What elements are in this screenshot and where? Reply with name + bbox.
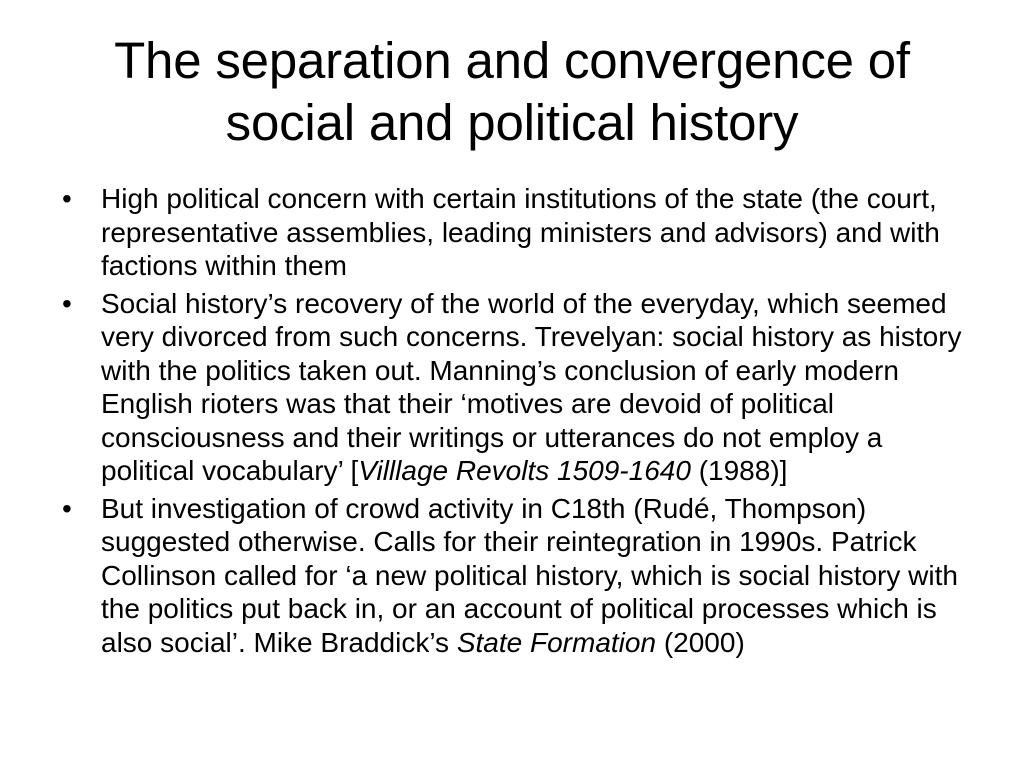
bullet-text-end: (1988)] — [690, 455, 788, 486]
slide-title — [40, 30, 984, 154]
bullet-text: But investigation of crowd activity in C18th (Rudé, Thompson) suggested otherwise. Calls for their reintegration in 1990s. Patrick Collinson called for ‘a new political history, which is social history with the politics put back in, or an account of political processes which is also social’. Mike Braddick’s — [101, 492, 958, 658]
bullet-icon: • — [62, 287, 72, 319]
bullet-item-convergence — [60, 492, 970, 660]
bullet-text: High political concern with certain institutions of the state (the court, representative assemblies, leading ministers and advisors) and with factions within them — [101, 183, 940, 281]
bullet-item-social-history — [60, 287, 970, 488]
book-title-state-formation: State Formation — [456, 626, 657, 658]
book-title-village-revolts: Villlage Revolts 1509-1640 — [358, 455, 691, 486]
bullet-text-end: (2000) — [656, 626, 745, 658]
bullet-item-institutions — [60, 182, 970, 283]
bullet-list — [60, 182, 970, 663]
title-line-1: The separation and convergence of — [114, 32, 910, 89]
bullet-text: Social history’s recovery of the world of the everyday, which seemed very divorced from such concerns. Trevelyan: social history as history with the politics taken out. Manning’s conclusion of early modern English rioters was that their ‘motives are devoid of political consciousness and their writings or utterances do not employ a political vocabulary’ [ — [101, 287, 962, 486]
title-line-2: social and political history — [225, 94, 799, 151]
bullet-icon: • — [62, 183, 72, 214]
bullet-icon: • — [62, 492, 72, 524]
